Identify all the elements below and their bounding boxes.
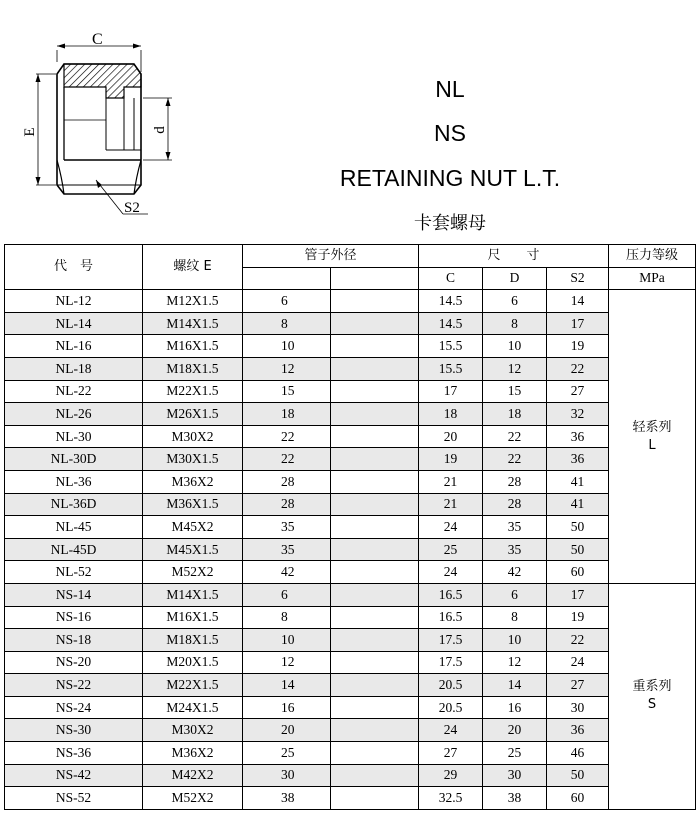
header-dimensions: 尺 寸 xyxy=(419,245,609,268)
dim-s2-cell: 19 xyxy=(547,335,609,358)
header-dim-c: C xyxy=(419,267,483,290)
code-cell: NL-45D xyxy=(5,538,143,561)
thread-cell: M42X2 xyxy=(143,764,243,787)
dim-s2-cell: 22 xyxy=(547,629,609,652)
pipe-blank-cell xyxy=(331,538,419,561)
dim-d-cell: 28 xyxy=(483,470,547,493)
pressure-series-heavy xyxy=(609,583,696,809)
code-cell: NL-30D xyxy=(5,448,143,471)
table-row xyxy=(5,651,696,674)
pipe-od-cell: 16 xyxy=(243,696,331,719)
dim-c-cell: 14.5 xyxy=(419,290,483,313)
dim-c-cell: 15.5 xyxy=(419,357,483,380)
code-cell: NL-52 xyxy=(5,561,143,584)
dim-s2-cell: 32 xyxy=(547,403,609,426)
dim-c-cell: 24 xyxy=(419,516,483,539)
dim-c-cell: 16.5 xyxy=(419,606,483,629)
table-row xyxy=(5,561,696,584)
pipe-blank-cell xyxy=(331,696,419,719)
pressure-series-light xyxy=(609,290,696,584)
code-cell: NS-52 xyxy=(5,787,143,810)
header-code: 代 号 xyxy=(5,245,143,290)
title-nl: NL xyxy=(435,76,465,102)
dim-d-cell: 10 xyxy=(483,629,547,652)
table-row xyxy=(5,583,696,606)
dim-d-cell: 20 xyxy=(483,719,547,742)
dim-c-cell: 24 xyxy=(419,719,483,742)
dim-d-cell: 12 xyxy=(483,357,547,380)
dim-s2-cell: 14 xyxy=(547,290,609,313)
pipe-blank-cell xyxy=(331,651,419,674)
dim-s2-cell: 27 xyxy=(547,380,609,403)
thread-cell: M36X2 xyxy=(143,470,243,493)
pipe-blank-cell xyxy=(331,290,419,313)
code-cell: NL-14 xyxy=(5,312,143,335)
pipe-od-cell: 18 xyxy=(243,403,331,426)
series-code: S xyxy=(647,697,657,713)
pipe-od-cell: 35 xyxy=(243,516,331,539)
code-cell: NL-36 xyxy=(5,470,143,493)
code-cell: NL-18 xyxy=(5,357,143,380)
dim-d-cell: 6 xyxy=(483,290,547,313)
code-cell: NL-45 xyxy=(5,516,143,539)
dim-d-cell: 22 xyxy=(483,425,547,448)
dim-c-cell: 19 xyxy=(419,448,483,471)
dim-s2-cell: 36 xyxy=(547,425,609,448)
thread-cell: M24X1.5 xyxy=(143,696,243,719)
pipe-blank-cell xyxy=(331,764,419,787)
pipe-blank-cell xyxy=(331,742,419,765)
code-cell: NS-16 xyxy=(5,606,143,629)
pipe-od-cell: 6 xyxy=(243,290,331,313)
dim-s2-cell: 17 xyxy=(547,583,609,606)
header-pressure-unit: MPa xyxy=(609,267,696,290)
dim-c-cell: 20.5 xyxy=(419,674,483,697)
thread-cell: M16X1.5 xyxy=(143,606,243,629)
dim-c-cell: 17.5 xyxy=(419,651,483,674)
dim-c-cell: 29 xyxy=(419,764,483,787)
title-retaining-nut: RETAINING NUT L.T. xyxy=(339,165,561,191)
table-row xyxy=(5,606,696,629)
dim-d-cell: 18 xyxy=(483,403,547,426)
dim-s2-cell: 30 xyxy=(547,696,609,719)
pipe-blank-cell xyxy=(331,380,419,403)
pipe-od-cell: 10 xyxy=(243,629,331,652)
dim-e-label: E xyxy=(22,127,38,137)
pipe-od-cell: 12 xyxy=(243,357,331,380)
code-cell: NS-14 xyxy=(5,583,143,606)
pipe-blank-cell xyxy=(331,583,419,606)
table-row xyxy=(5,290,696,313)
code-cell: NS-42 xyxy=(5,764,143,787)
dim-d-cell: 30 xyxy=(483,764,547,787)
code-cell: NS-30 xyxy=(5,719,143,742)
dim-s2-label: S2 xyxy=(124,200,140,216)
pipe-od-cell: 25 xyxy=(243,742,331,765)
pipe-blank-cell xyxy=(331,357,419,380)
thread-cell: M18X1.5 xyxy=(143,629,243,652)
table-row xyxy=(5,425,696,448)
dim-d-label: d xyxy=(152,126,168,134)
thread-cell: M18X1.5 xyxy=(143,357,243,380)
code-cell: NS-22 xyxy=(5,674,143,697)
dim-c-cell: 27 xyxy=(419,742,483,765)
table-row xyxy=(5,719,696,742)
pipe-blank-cell xyxy=(331,674,419,697)
table-row xyxy=(5,696,696,719)
dim-c-cell: 20.5 xyxy=(419,696,483,719)
pipe-blank-cell xyxy=(331,493,419,516)
pipe-blank-cell xyxy=(331,629,419,652)
dim-s2-cell: 19 xyxy=(547,606,609,629)
dim-c-cell: 24 xyxy=(419,561,483,584)
dim-s2-cell: 24 xyxy=(547,651,609,674)
thread-cell: M36X2 xyxy=(143,742,243,765)
pipe-blank-cell xyxy=(331,335,419,358)
code-cell: NL-12 xyxy=(5,290,143,313)
pipe-od-cell: 6 xyxy=(243,583,331,606)
thread-cell: M14X1.5 xyxy=(143,583,243,606)
dim-s2-cell: 46 xyxy=(547,742,609,765)
dim-c-cell: 21 xyxy=(419,470,483,493)
header-pressure: 压力等级 xyxy=(609,245,696,268)
dim-d-cell: 8 xyxy=(483,606,547,629)
header-pipe-od: 管子外径 xyxy=(243,245,419,268)
pipe-od-cell: 22 xyxy=(243,425,331,448)
pipe-od-cell: 35 xyxy=(243,538,331,561)
dim-s2-cell: 17 xyxy=(547,312,609,335)
dim-d-cell: 14 xyxy=(483,674,547,697)
pipe-blank-cell xyxy=(331,448,419,471)
thread-cell: M22X1.5 xyxy=(143,674,243,697)
spec-table xyxy=(4,244,696,810)
dim-c-cell: 14.5 xyxy=(419,312,483,335)
thread-cell: M45X1.5 xyxy=(143,538,243,561)
series-code: L xyxy=(648,437,656,453)
thread-cell: M45X2 xyxy=(143,516,243,539)
dim-d-cell: 25 xyxy=(483,742,547,765)
dim-s2-cell: 22 xyxy=(547,357,609,380)
dim-c-cell: 21 xyxy=(419,493,483,516)
dim-c-cell: 32.5 xyxy=(419,787,483,810)
table-row xyxy=(5,335,696,358)
dim-d-cell: 8 xyxy=(483,312,547,335)
dim-d-cell: 16 xyxy=(483,696,547,719)
dim-c-cell: 15.5 xyxy=(419,335,483,358)
table-row xyxy=(5,448,696,471)
pipe-blank-cell xyxy=(331,470,419,493)
dim-d-cell: 22 xyxy=(483,448,547,471)
pipe-blank-cell xyxy=(331,787,419,810)
table-row xyxy=(5,674,696,697)
pipe-od-cell: 10 xyxy=(243,335,331,358)
dim-c-cell: 20 xyxy=(419,425,483,448)
dim-s2-cell: 27 xyxy=(547,674,609,697)
header-pipe-od-blank xyxy=(243,267,331,290)
code-cell: NL-36D xyxy=(5,493,143,516)
pipe-blank-cell xyxy=(331,425,419,448)
table-row xyxy=(5,470,696,493)
pipe-od-cell: 20 xyxy=(243,719,331,742)
dim-s2-cell: 36 xyxy=(547,448,609,471)
dim-c-cell: 17.5 xyxy=(419,629,483,652)
dim-d-cell: 28 xyxy=(483,493,547,516)
pipe-blank-cell xyxy=(331,719,419,742)
pipe-blank-cell xyxy=(331,312,419,335)
dim-d-cell: 12 xyxy=(483,651,547,674)
dim-s2-cell: 41 xyxy=(547,470,609,493)
dim-s2-cell: 36 xyxy=(547,719,609,742)
code-cell: NS-18 xyxy=(5,629,143,652)
pipe-od-cell: 38 xyxy=(243,787,331,810)
pipe-od-cell: 22 xyxy=(243,448,331,471)
spec-table-body xyxy=(5,290,696,810)
header-pipe-od-blank-2 xyxy=(331,267,419,290)
title-ns: NS xyxy=(434,120,466,146)
thread-cell: M20X1.5 xyxy=(143,651,243,674)
header-dim-s2: S2 xyxy=(547,267,609,290)
thread-cell: M12X1.5 xyxy=(143,290,243,313)
dim-c-cell: 17 xyxy=(419,380,483,403)
thread-cell: M26X1.5 xyxy=(143,403,243,426)
thread-cell: M30X1.5 xyxy=(143,448,243,471)
pipe-blank-cell xyxy=(331,561,419,584)
code-cell: NL-22 xyxy=(5,380,143,403)
dim-s2-cell: 50 xyxy=(547,516,609,539)
dim-d-cell: 35 xyxy=(483,516,547,539)
table-row xyxy=(5,629,696,652)
dim-c-cell: 16.5 xyxy=(419,583,483,606)
dim-d-cell: 35 xyxy=(483,538,547,561)
code-cell: NL-16 xyxy=(5,335,143,358)
pipe-od-cell: 15 xyxy=(243,380,331,403)
table-row xyxy=(5,742,696,765)
dim-s2-cell: 60 xyxy=(547,787,609,810)
table-row xyxy=(5,312,696,335)
table-row xyxy=(5,787,696,810)
nut-cross-section-drawing xyxy=(0,0,300,240)
pipe-od-cell: 8 xyxy=(243,606,331,629)
pipe-od-cell: 28 xyxy=(243,470,331,493)
table-row xyxy=(5,357,696,380)
pipe-od-cell: 12 xyxy=(243,651,331,674)
dim-s2-cell: 50 xyxy=(547,538,609,561)
table-row xyxy=(5,764,696,787)
dim-d-cell: 42 xyxy=(483,561,547,584)
title-chinese: 卡套螺母 xyxy=(414,213,486,234)
dim-d-cell: 38 xyxy=(483,787,547,810)
pipe-blank-cell xyxy=(331,606,419,629)
thread-cell: M36X1.5 xyxy=(143,493,243,516)
dim-d-cell: 15 xyxy=(483,380,547,403)
thread-cell: M52X2 xyxy=(143,561,243,584)
table-row xyxy=(5,538,696,561)
dim-d-cell: 6 xyxy=(483,583,547,606)
dim-c-label: C xyxy=(92,31,103,48)
pipe-od-cell: 8 xyxy=(243,312,331,335)
table-row xyxy=(5,493,696,516)
pipe-od-cell: 14 xyxy=(243,674,331,697)
pipe-od-cell: 28 xyxy=(243,493,331,516)
header-thread: 螺纹 E xyxy=(143,245,243,290)
dim-s2-cell: 50 xyxy=(547,764,609,787)
dim-s2-cell: 60 xyxy=(547,561,609,584)
series-name: 轻系列 xyxy=(632,419,672,435)
code-cell: NL-30 xyxy=(5,425,143,448)
header-dim-d: D xyxy=(483,267,547,290)
dim-c-cell: 25 xyxy=(419,538,483,561)
thread-cell: M30X2 xyxy=(143,719,243,742)
pipe-od-cell: 42 xyxy=(243,561,331,584)
thread-cell: M30X2 xyxy=(143,425,243,448)
thread-cell: M16X1.5 xyxy=(143,335,243,358)
pipe-od-cell: 30 xyxy=(243,764,331,787)
thread-cell: M52X2 xyxy=(143,787,243,810)
pipe-blank-cell xyxy=(331,516,419,539)
code-cell: NS-24 xyxy=(5,696,143,719)
table-row xyxy=(5,380,696,403)
thread-cell: M22X1.5 xyxy=(143,380,243,403)
table-row xyxy=(5,403,696,426)
code-cell: NL-26 xyxy=(5,403,143,426)
dim-s2-cell: 41 xyxy=(547,493,609,516)
code-cell: NS-20 xyxy=(5,651,143,674)
thread-cell: M14X1.5 xyxy=(143,312,243,335)
table-row xyxy=(5,516,696,539)
code-cell: NS-36 xyxy=(5,742,143,765)
pipe-blank-cell xyxy=(331,403,419,426)
dim-d-cell: 10 xyxy=(483,335,547,358)
dim-c-cell: 18 xyxy=(419,403,483,426)
series-name: 重系列 xyxy=(632,679,672,695)
